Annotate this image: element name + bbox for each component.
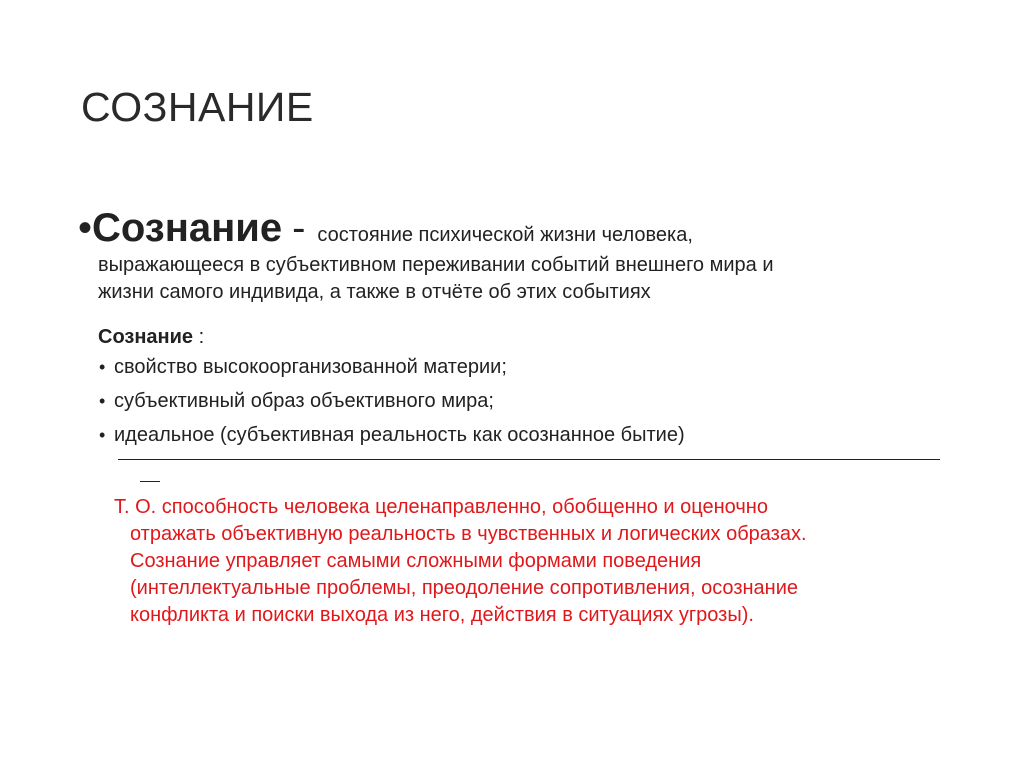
list-item [99,390,958,412]
subheading-suffix: : [193,326,205,348]
definition-text-line-2: выражающееся в субъективном переживании событий внешнего мира и [98,254,774,276]
definition-continuation [98,252,958,306]
definition-term: Сознание [92,206,283,250]
definition-text-line-3: жизни самого индивида, а также в отчёте об этих событиях [98,281,651,303]
definition-dash: - [292,206,306,250]
list-item-text: идеальное (субъективная реальность как осознанное бытие) [114,424,685,446]
summary-line-2: отражать объективную реальность в чувственных и логических образах. [130,523,807,545]
bullet-icon: • [99,357,106,377]
subheading-term: Сознание [98,326,194,348]
subheading [98,326,958,349]
red-summary-paragraph [114,494,958,629]
list-item-text: свойство высокоорганизованной материи; [114,356,507,378]
separator-line [118,459,940,460]
summary-line-5: конфликта и поиски выхода из него, действия в ситуациях угрозы). [130,604,754,626]
definition-text-line-1: состояние психической жизни человека, [317,224,693,246]
summary-line-4: (интеллектуальные проблемы, преодоление сопротивления, осознание [130,577,799,599]
summary-line-1: Т. О. способность человека целенаправленно, обобщенно и оценочно [114,496,768,518]
bullet-icon: • [99,425,106,445]
list-item [99,424,958,446]
slide-content [78,208,958,629]
definition-first-line [78,208,958,248]
sub-item-list [78,357,958,445]
list-item [99,356,958,378]
slide-title: СОЗНАНИЕ [81,84,314,130]
bullet-icon: • [99,391,106,411]
list-item-text: субъективный образ объективного мира; [114,390,494,412]
summary-line-3: Сознание управляет самыми сложными формами поведения [130,550,702,572]
bullet-icon: • [78,206,93,250]
separator-short-line [140,481,160,482]
